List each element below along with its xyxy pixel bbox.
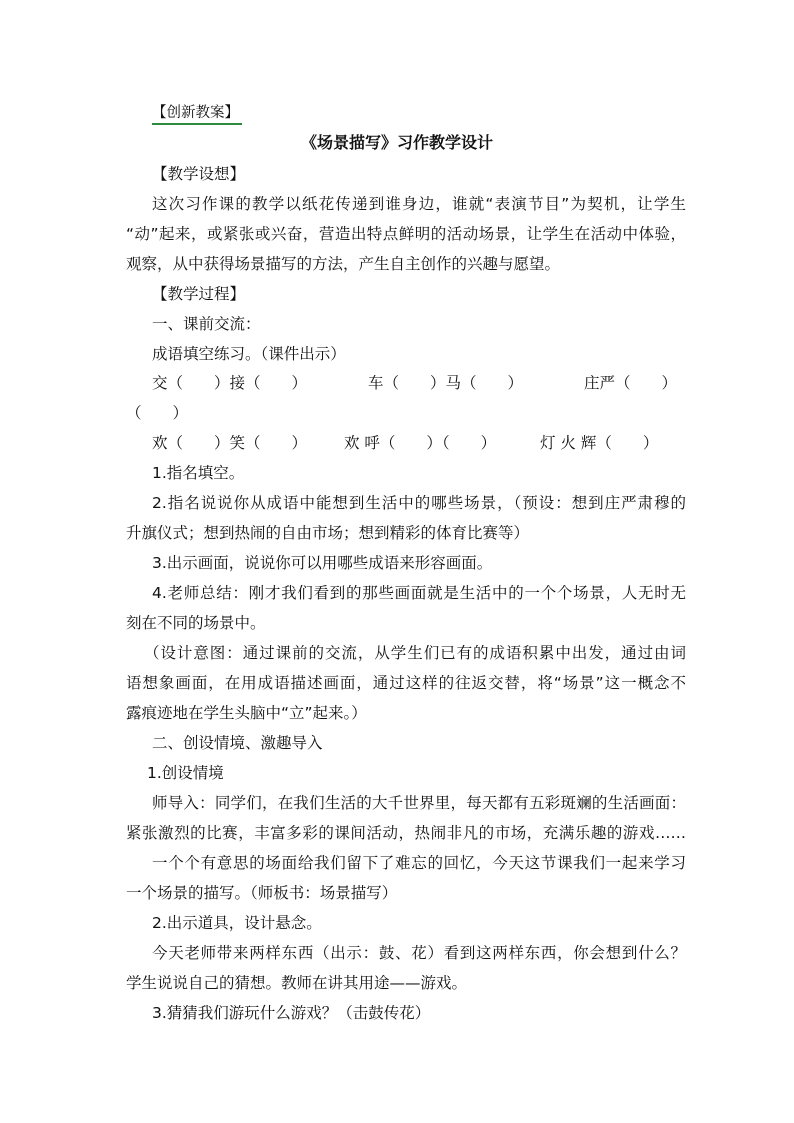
paragraph-line: “动”起来，或紧张或兴奋，营造出特点鲜明的活动场景，让学生在活动中体验， (126, 225, 686, 243)
paragraph-line: 一个场景的描写。（师板书：场景描写） (126, 884, 398, 902)
paragraph-line: 一个个有意思的场面给我们留下了难忘的回忆，今天这节课我们一起来学习 (152, 854, 686, 872)
list-item: 1.指名填空。 (152, 464, 245, 482)
list-item: 3.猜猜我们游玩什么游戏？（击鼓传花） (152, 1004, 431, 1022)
paragraph-line: 师导入：同学们，在我们生活的大千世界里，每天都有五彩斑斓的生活画面： (152, 794, 686, 812)
paragraph-line: 今天老师带来两样东西（出示：鼓、花）看到这两样东西，你会想到什么？ (152, 944, 686, 962)
paragraph-line: 紧张激烈的比赛，丰富多彩的课间活动，热闹非凡的市场，充满乐趣的游戏…… (126, 824, 686, 842)
list-item: 2.指名说说你从成语中能想到生活中的哪些场景，（预设：想到庄严肃穆的 (152, 494, 686, 512)
idiom-blank: 车（ ）马（ ） (368, 374, 524, 392)
paragraph-line: 这次习作课的教学以纸花传递到谁身边，谁就“表演节目”为契机，让学生 (152, 195, 686, 213)
idiom-blank: 欢 呼（ ）（ ） (344, 434, 497, 452)
design-note-line: 语想象画面，在用成语描述画面，通过这样的往返交替，将“场景”这一概念不 (126, 674, 686, 692)
subsection-heading: 一、课前交流： (152, 315, 261, 333)
idiom-blank: 欢（ ）笑（ ） (152, 434, 308, 452)
list-item: 1.创设情境 (147, 764, 224, 782)
section-heading: 【教学过程】 (152, 285, 246, 303)
design-note-line: 露痕迹地在学生头脑中“立”起来。） (126, 704, 367, 722)
list-item: 2.出示道具，设计悬念。 (152, 914, 322, 932)
section-heading: 【教学设想】 (152, 165, 246, 183)
design-note-line: （设计意图：通过课前的交流，从学生们已有的成语积累中出发，通过由词 (144, 644, 686, 662)
idiom-blank: 庄严（ ） (584, 374, 678, 392)
document-title: 《场景描写》习作教学设计 (300, 133, 493, 152)
paragraph-line: 升旗仪式；想到热闹的自由市场；想到精彩的体育比赛等） (126, 524, 530, 542)
list-item: 3.出示画面，说说你可以用哪些成语来形容画面。 (152, 554, 493, 572)
subsection-heading: 二、创设情境、激趣导入 (152, 734, 323, 752)
paragraph-line: 观察，从中获得场景描写的方法，产生自主创作的兴趣与愿望。 (126, 255, 561, 273)
document-tag: 【创新教案】 (152, 103, 242, 125)
idiom-blank: （ ） (126, 404, 189, 422)
paragraph-line: 成语填空练习。（课件出示） (152, 345, 346, 363)
paragraph-line: 学生说说自己的猜想。教师在讲其用途——游戏。 (126, 974, 468, 992)
paragraph-line: 刻在不同的场景中。 (126, 614, 266, 632)
idiom-blank: 灯 火 辉（ ） (540, 434, 659, 452)
idiom-blank: 交（ ）接（ ） (152, 374, 308, 392)
list-item: 4.老师总结：刚才我们看到的那些画面就是生活中的一个个场景，人无时无 (152, 584, 686, 602)
